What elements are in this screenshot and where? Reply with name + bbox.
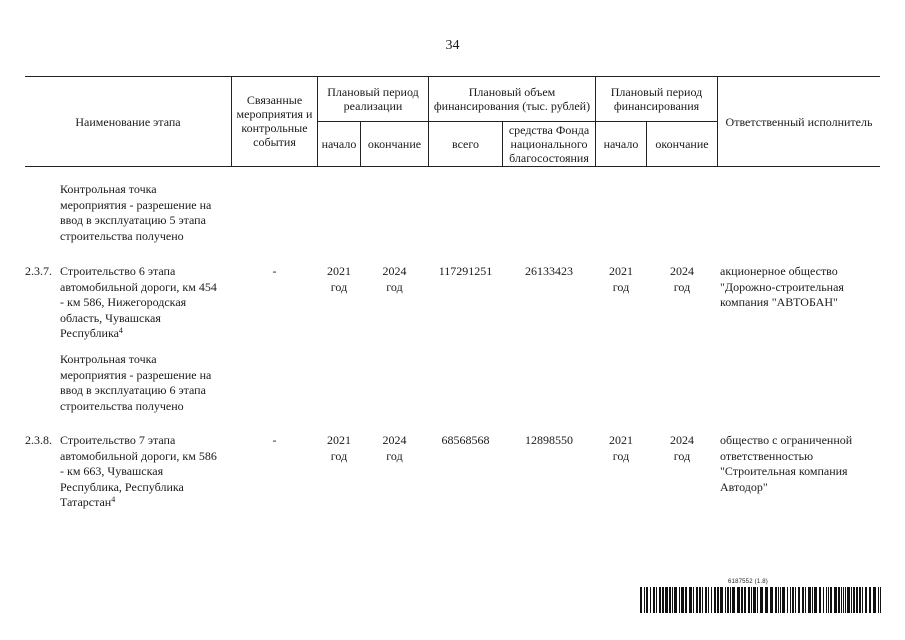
funding-total-cell: 68568568 xyxy=(441,433,490,447)
stage-name-text: Строительство 6 этапа автомобильной дороги, км 454 - км 586, Нижегородская область, Чувашская Республика xyxy=(60,264,217,340)
related-events-cell: - xyxy=(272,264,277,278)
year-unit: год xyxy=(673,279,691,294)
funding-start-cell xyxy=(596,264,646,295)
row-number: 2.3.8. xyxy=(25,433,52,447)
stage-name-cell xyxy=(60,264,222,342)
plan-start-cell xyxy=(318,433,360,464)
year-value: 2021 xyxy=(327,433,351,447)
page-number: 34 xyxy=(445,38,460,53)
stage-name-cell xyxy=(60,433,222,511)
header-plan-period: Плановый период реализации xyxy=(327,85,419,113)
year-unit: год xyxy=(673,448,691,463)
header-related-events: Связанные мероприятия и контрольные события xyxy=(236,93,313,149)
year-unit: год xyxy=(612,448,630,463)
header-funding-period: Плановый период финансирования xyxy=(610,85,703,113)
header-funding-end: окончание xyxy=(655,137,709,151)
year-value: 2024 xyxy=(382,433,407,447)
executor-cell: общество с ограниченной ответственностью "Строительная компания Автодор" xyxy=(720,433,853,494)
header-plan-start: начало xyxy=(321,137,357,151)
year-value: 2021 xyxy=(609,433,633,447)
plan-start-cell xyxy=(318,264,360,295)
footnote-marker: 4 xyxy=(118,326,123,335)
related-events-cell: - xyxy=(272,433,277,447)
plan-end-cell xyxy=(361,433,428,464)
barcode-caption: 6187552 (1.8) xyxy=(728,579,768,585)
header-funding-total: всего xyxy=(451,137,480,151)
year-unit: год xyxy=(386,448,403,463)
header-plan-end: окончание xyxy=(367,137,422,151)
year-value: 2024 xyxy=(382,264,407,278)
year-unit: год xyxy=(330,279,348,294)
barcode-image xyxy=(640,587,882,613)
funding-end-cell xyxy=(647,433,717,464)
header-funding-start: начало xyxy=(603,137,639,151)
funding-end-cell xyxy=(647,264,717,295)
year-unit: год xyxy=(386,279,403,294)
funding-total-cell: 117291251 xyxy=(438,264,493,278)
header-stage-name: Наименование этапа xyxy=(75,114,181,129)
plan-end-cell xyxy=(361,264,428,295)
year-value: 2021 xyxy=(609,264,633,278)
row-number: 2.3.7. xyxy=(25,264,52,278)
funding-fund-cell: 12898550 xyxy=(525,433,573,447)
checkpoint-text: Контрольная точка мероприятия - разрешение на ввод в эксплуатацию 6 этапа строительства получено xyxy=(60,352,212,413)
year-unit: год xyxy=(330,448,348,463)
checkpoint-text: Контрольная точка мероприятия - разрешение на ввод в эксплуатацию 5 этапа строительства получено xyxy=(60,182,212,243)
year-value: 2021 xyxy=(327,264,351,278)
funding-start-cell xyxy=(596,433,646,464)
footnote-marker: 4 xyxy=(111,495,116,504)
executor-cell: акционерное общество "Дорожно-строительная компания "АВТОБАН" xyxy=(720,264,844,309)
stage-name-text: Строительство 7 этапа автомобильной дороги, км 586 - км 663, Чувашская Республика, Республика Татарстан xyxy=(60,433,217,509)
year-unit: год xyxy=(612,279,630,294)
header-executor: Ответственный исполнитель xyxy=(725,114,873,129)
funding-fund-cell: 26133423 xyxy=(525,264,573,278)
header-funding-fund: средства Фонда национального благосостояния xyxy=(508,123,590,165)
header-funding-volume: Плановый объем финансирования (тыс. рублей) xyxy=(433,85,591,113)
year-value: 2024 xyxy=(670,433,694,447)
year-value: 2024 xyxy=(670,264,694,278)
